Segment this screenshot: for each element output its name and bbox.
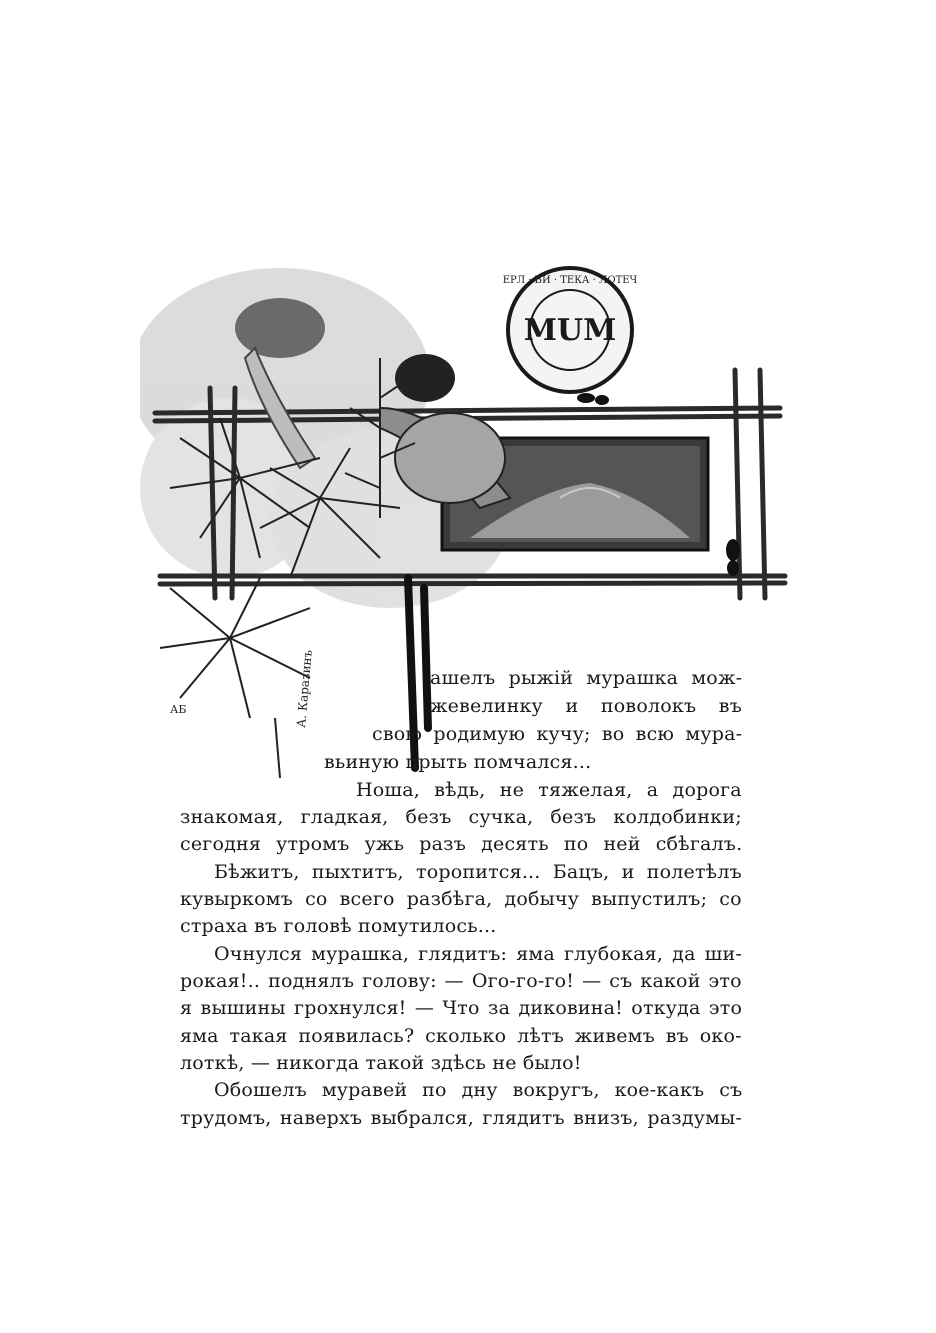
text-line-15: лоткѣ, — никогда такой здѣсь не было! <box>180 1052 582 1074</box>
artist-signature: А. Каразинъ <box>294 649 315 729</box>
text-line-12: рокая!.. поднялъ голову: — Ого-го-го! — съ какой это <box>180 970 742 992</box>
text-line-1: ашелъ рыжій мурашка мож- <box>430 667 743 689</box>
text-line-6: знакомая, гладкая, безъ сучка, безъ колдобинки; <box>180 806 742 828</box>
text-line-7: сегодня утромъ ужь разъ десять по ней сбѣгалъ. <box>180 833 743 855</box>
text-line-16: Обошелъ муравей по дну вокругъ, кое-какъ съ <box>214 1079 743 1101</box>
text-line-3: свою родимую кучу; во всю мура- <box>372 723 743 745</box>
text-line-4: вьиную прыть помчался... <box>324 751 592 773</box>
ant-right <box>726 539 740 576</box>
text-line-10: страха въ головѣ помутилось... <box>180 915 497 937</box>
ant-top <box>577 393 609 405</box>
text-line-13: я вышины грохнулся! — Что за диковина! откуда это <box>180 997 743 1019</box>
stamp-center-text: MUM <box>523 313 617 348</box>
text-line-5: Ноша, вѣдь, не тяжелая, а дорога <box>356 779 742 801</box>
text-line-17: трудомъ, наверхъ выбрался, глядитъ внизъ, раздумы- <box>180 1107 743 1129</box>
artist-monogram: АБ <box>170 703 187 716</box>
text-line-2: жевелинку и поволокъ въ <box>430 695 742 717</box>
stamp-ring-text: ЕРЛ · ВИ · ТЕКА · ЛОТЕЧ <box>502 275 638 286</box>
text-line-11: Очнулся мурашка, глядитъ: яма глубокая, да ши- <box>214 943 743 965</box>
text-line-9: кувыркомъ со всего разбѣга, добычу выпустилъ; со <box>180 888 742 910</box>
text-line-14: яма такая появилась? сколько лѣтъ живемъ въ око- <box>180 1025 742 1047</box>
text-line-8: Бѣжитъ, пыхтитъ, торопится... Бацъ, и полетѣлъ <box>214 861 742 883</box>
